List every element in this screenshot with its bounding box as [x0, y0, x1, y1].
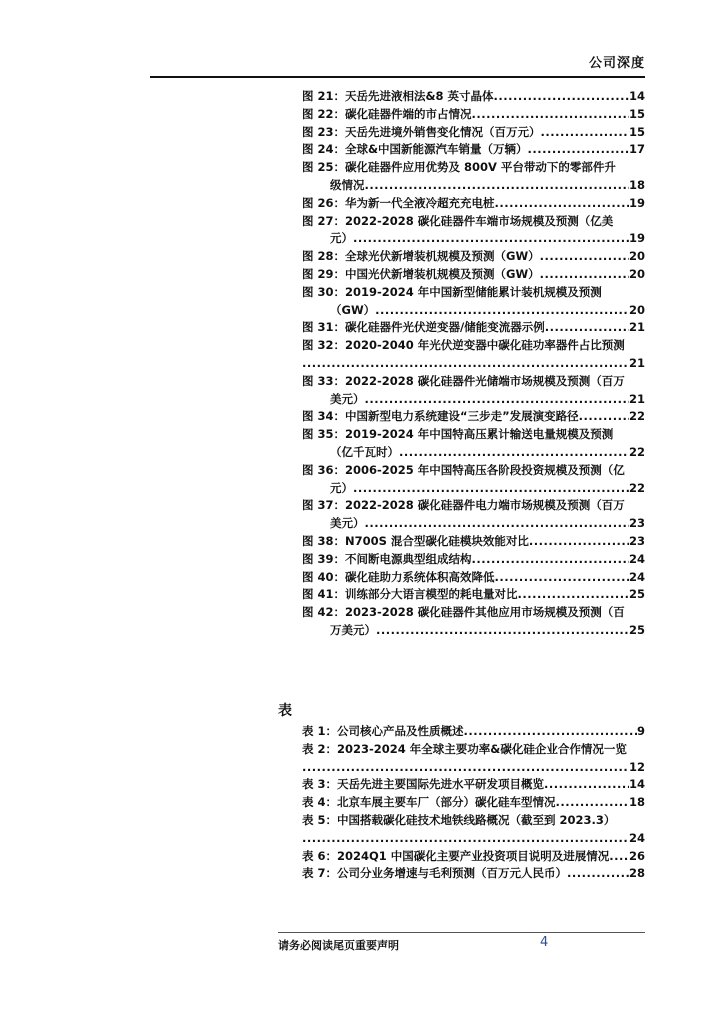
dot-leader — [399, 444, 629, 462]
figure-toc-entry[interactable] — [302, 141, 645, 159]
toc-page-number: 21 — [628, 320, 645, 335]
toc-entry-text: 图 33：2022-2028 碳化硅器件光储端市场规模及预测（百万 — [302, 373, 625, 388]
disclaimer-note: 请务必阅读尾页重要声明 — [278, 939, 399, 952]
toc-page-number: 18 — [628, 177, 645, 192]
toc-entry-text: 图 37：2022-2028 碳化硅器件电力端市场规模及预测（百万 — [302, 498, 625, 513]
toc-entry-text: 表 5：中国搭载碳化硅技术地铁线路概况（截至到 2023.3） — [302, 812, 616, 827]
toc-entry-text: 图 40：碳化硅助力系统体积高效降低 — [302, 569, 495, 584]
dot-leader — [494, 88, 629, 106]
dot-leader — [529, 533, 629, 551]
toc-entry-text: 图 25：碳化硅器件应用优势及 800V 平台带动下的零部件升 — [302, 160, 616, 175]
dot-leader — [540, 248, 629, 266]
toc-page-number: 28 — [628, 866, 645, 881]
toc-entry-text: 图 26：华为新一代全液冷超充充电桩 — [302, 195, 495, 210]
dot-leader — [567, 865, 629, 883]
toc-entry-text: 图 23：天岳先进境外销售变化情况（百万元） — [302, 124, 541, 139]
figure-toc-entry[interactable] — [302, 373, 645, 409]
dot-leader — [375, 302, 629, 320]
toc-entry-text: 美元） — [330, 516, 365, 531]
dot-leader — [472, 551, 629, 569]
toc-entry-text: 美元） — [330, 391, 365, 406]
toc-entry-text: （亿千瓦时） — [330, 444, 399, 459]
dot-leader — [528, 141, 629, 159]
toc-page-number: 25 — [628, 587, 645, 602]
figure-toc-entry[interactable] — [302, 426, 645, 462]
page-number: 4 — [540, 935, 549, 950]
toc-page-number: 23 — [628, 516, 645, 531]
figure-toc-entry[interactable] — [302, 408, 645, 426]
toc-entry-text: 万美元） — [330, 622, 376, 637]
toc-entry-text: 图 29：中国光伏新增装机规模及预测（GW） — [302, 266, 540, 281]
toc-page-number: 22 — [628, 409, 645, 424]
figure-toc-entry[interactable] — [302, 284, 645, 320]
toc-page-number: 22 — [628, 444, 645, 459]
dot-leader — [302, 830, 629, 848]
figure-toc-entry[interactable] — [302, 586, 645, 604]
toc-page-number: 20 — [628, 266, 645, 281]
figure-toc-entry[interactable] — [302, 213, 645, 249]
toc-page-number: 25 — [628, 622, 645, 637]
toc-page-number: 21 — [628, 391, 645, 406]
dot-leader — [302, 355, 629, 373]
dot-leader — [556, 794, 629, 812]
toc-page-number: 26 — [628, 848, 645, 863]
figure-toc-entry[interactable] — [302, 462, 645, 498]
toc-page-number: 18 — [628, 795, 645, 810]
toc-entry-text: 元） — [330, 480, 353, 495]
figure-toc-entry[interactable] — [302, 266, 645, 284]
table-toc-entry[interactable] — [302, 723, 645, 741]
toc-entry-text: 表 3：天岳先进主要国际先进水平研发项目概览 — [302, 777, 545, 792]
dot-leader — [545, 319, 629, 337]
toc-entry-text: 图 35：2019-2024 年中国特高压累计输送电量规模及预测 — [302, 427, 614, 442]
toc-entry-text: 图 24：全球&中国新能源汽车销量（万辆） — [302, 142, 528, 157]
figure-toc-entry[interactable] — [302, 248, 645, 266]
report-type-label: 公司深度 — [588, 56, 645, 71]
dot-leader — [540, 266, 629, 284]
dot-leader — [544, 776, 629, 794]
toc-page-number: 9 — [636, 724, 645, 738]
toc-page-number: 24 — [628, 830, 645, 845]
figure-toc-entry[interactable] — [302, 551, 645, 569]
dot-leader — [365, 515, 629, 533]
toc-page-number: 12 — [628, 759, 645, 774]
toc-entry-text: 图 28：全球光伏新增装机规模及预测（GW） — [302, 249, 540, 264]
toc-page-number: 24 — [628, 569, 645, 584]
dot-leader — [495, 569, 629, 587]
figure-toc-entry[interactable] — [302, 533, 645, 551]
table-toc-entry[interactable] — [302, 794, 645, 812]
toc-entry-text: 图 38：N700S 混合型碳化硅模块效能对比 — [302, 533, 529, 548]
dot-leader — [302, 759, 629, 777]
figure-toc-entry[interactable] — [302, 88, 645, 106]
toc-entry-text: 图 34：中国新型电力系统建设“三步走”发展演变路径 — [302, 409, 579, 424]
toc-entry-text: 元） — [330, 231, 353, 246]
dot-leader — [579, 408, 629, 426]
toc-page-number: 20 — [628, 302, 645, 317]
dot-leader — [365, 391, 629, 409]
toc-entry-text: 图 32：2020-2040 年光伏逆变器中碳化硅功率器件占比预测 — [302, 338, 625, 353]
tables-section-title: 表 — [278, 703, 292, 719]
toc-entry-text: 表 1：公司核心产品及性质概述 — [302, 724, 464, 738]
toc-page-number: 14 — [628, 89, 645, 103]
toc-entry-text: （GW） — [330, 302, 376, 317]
toc-entry-text: 图 42：2023-2028 碳化硅器件其他应用市场规模及预测（百 — [302, 605, 625, 620]
toc-entry-text: 图 41：训练部分大语言模型的耗电量对比 — [302, 587, 518, 602]
dot-leader — [353, 230, 629, 248]
footer-divider — [278, 932, 645, 933]
figure-toc-entry[interactable] — [302, 497, 645, 533]
toc-entry-text: 图 27：2022-2028 碳化硅器件车端市场规模及预测（亿美 — [302, 213, 614, 228]
figure-toc-entry[interactable] — [302, 604, 645, 640]
dot-leader — [541, 124, 629, 142]
figure-toc-entry[interactable] — [302, 124, 645, 142]
toc-page-number: 15 — [628, 124, 645, 139]
table-toc-entry[interactable] — [302, 741, 645, 777]
dot-leader — [464, 723, 637, 741]
figure-toc-entry[interactable] — [302, 106, 645, 124]
dot-leader — [609, 848, 629, 866]
table-toc-entry[interactable] — [302, 812, 645, 848]
figure-list — [302, 88, 645, 640]
toc-page-number: 24 — [628, 551, 645, 566]
toc-page-number: 19 — [628, 231, 645, 246]
table-toc-entry[interactable] — [302, 848, 645, 866]
toc-page-number: 23 — [628, 533, 645, 548]
table-toc-entry[interactable] — [302, 776, 645, 794]
toc-page-number: 17 — [628, 142, 645, 157]
table-list — [302, 723, 645, 883]
toc-entry-text: 级情况 — [330, 177, 365, 192]
toc-page-number: 14 — [628, 777, 645, 792]
toc-entry-text: 图 22：碳化硅器件端的市占情况 — [302, 106, 472, 121]
toc-page-number: 21 — [628, 355, 645, 370]
toc-entry-text: 图 39：不间断电源典型组成结构 — [302, 551, 472, 566]
figure-toc-entry[interactable] — [302, 159, 645, 195]
toc-entry-text: 表 2：2023-2024 年全球主要功率&碳化硅企业合作情况一览 — [302, 741, 627, 756]
toc-page-number: 19 — [628, 195, 645, 210]
figure-toc-entry[interactable] — [302, 195, 645, 213]
toc-entry-text: 表 6：2024Q1 中国碳化主要产业投资项目说明及进展情况 — [302, 848, 610, 863]
toc-entry-text: 图 31：碳化硅器件光伏逆变器/储能变流器示例 — [302, 320, 545, 335]
figure-toc-entry[interactable] — [302, 319, 645, 337]
dot-leader — [495, 195, 629, 213]
toc-page-number: 20 — [628, 249, 645, 264]
dot-leader — [365, 177, 629, 195]
dot-leader — [472, 106, 629, 124]
figure-toc-entry[interactable] — [302, 337, 645, 373]
toc-entry-text: 图 21：天岳先进液相法&8 英寸晶体 — [302, 89, 494, 103]
toc-entry-text: 表 4：北京车展主要车厂（部分）碳化硅车型情况 — [302, 795, 556, 810]
figure-toc-entry[interactable] — [302, 569, 645, 587]
toc-entry-text: 图 30：2019-2024 年中国新型储能累计装机规模及预测 — [302, 284, 602, 299]
dot-leader — [353, 480, 629, 498]
toc-page-number: 15 — [628, 106, 645, 121]
dot-leader — [518, 586, 629, 604]
dot-leader — [376, 622, 629, 640]
table-toc-entry[interactable] — [302, 865, 645, 883]
toc-entry-text: 表 7：公司分业务增速与毛利预测（百万元人民币） — [302, 866, 568, 881]
toc-entry-text: 图 36：2006-2025 年中国特高压各阶段投资规模及预测（亿 — [302, 462, 625, 477]
header-divider — [150, 76, 645, 78]
toc-page-number: 22 — [628, 480, 645, 495]
